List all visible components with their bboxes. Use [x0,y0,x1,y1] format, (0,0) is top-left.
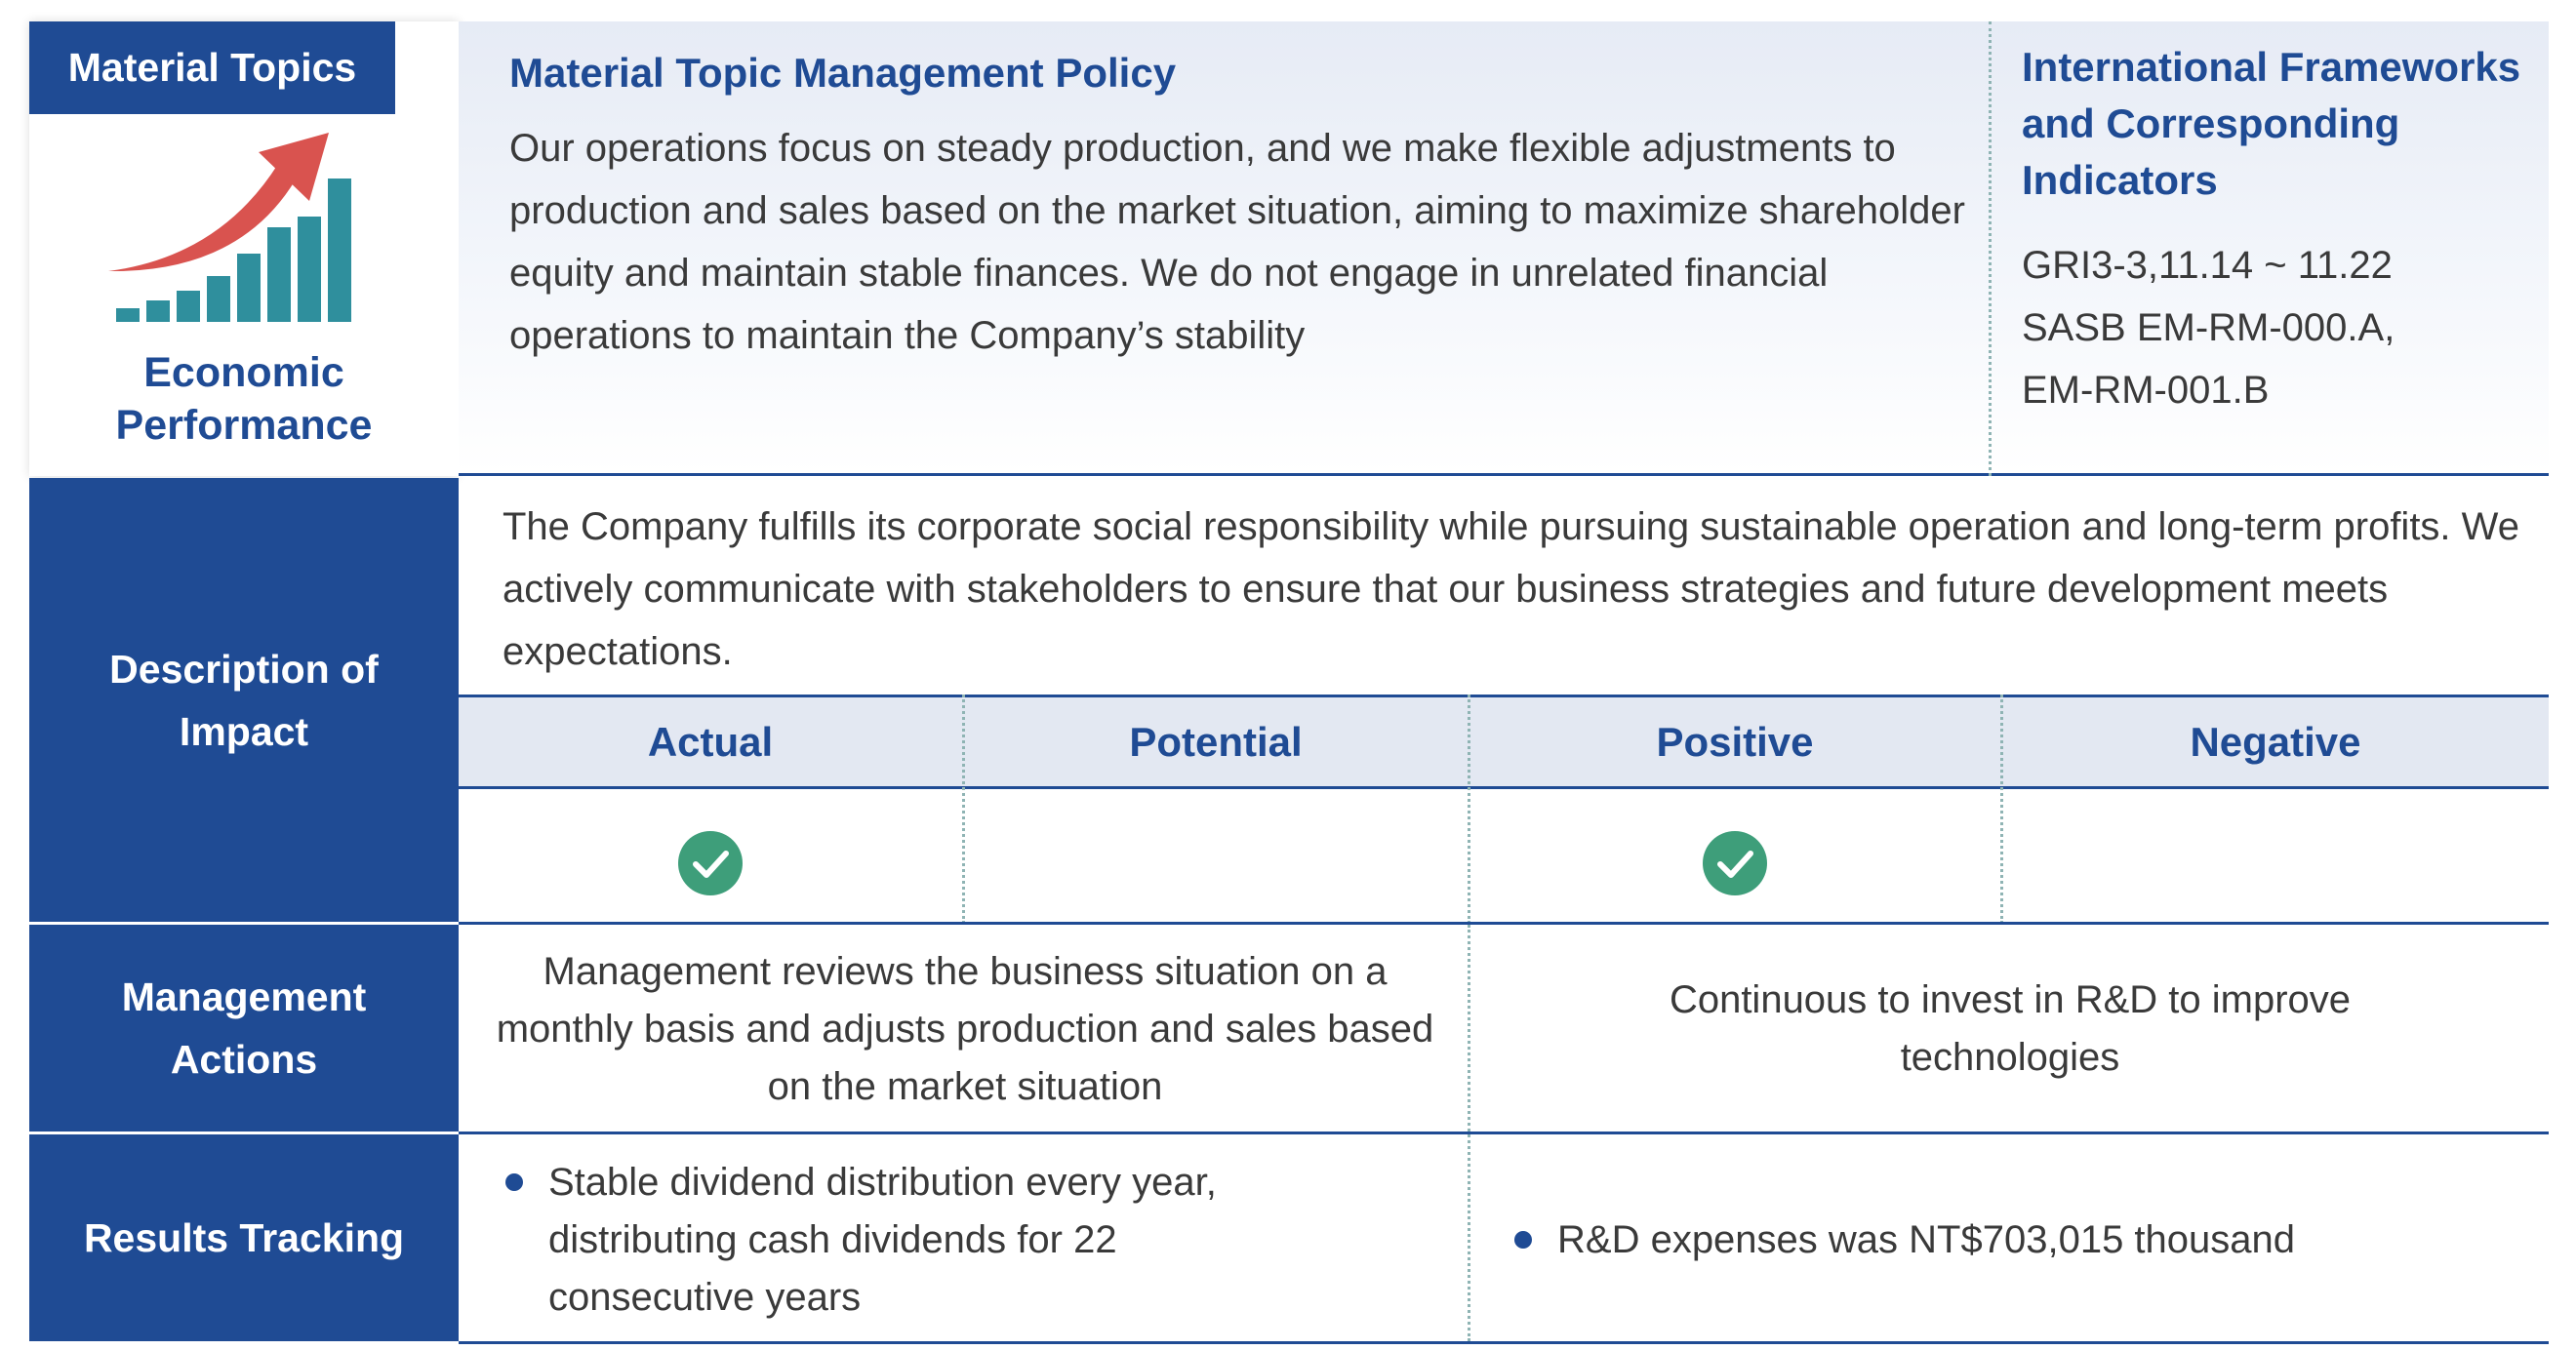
mgmt-action-right [1561,941,2459,1117]
growth-bar-chart-with-arrow-icon [102,125,366,335]
results-tracking-label [29,1134,459,1341]
frameworks-title: International Frameworks and Corresponding Indicators [2022,44,2521,203]
result-left-text: Stable dividend distribution every year, distributing cash dividends for 22 consecutive years [548,1161,1217,1319]
description-of-impact-label [29,478,459,922]
impact-label-text: Description of Impact [109,646,379,754]
mgmt-label-text: Management Actions [121,974,367,1082]
col-actual: Actual [647,718,774,765]
result-item-left [505,1154,1315,1327]
col-positive: Positive [1656,718,1814,765]
topic-name-line1: Economic [143,349,344,396]
indicator-sasb-2: EM-RM-001.B [2022,369,2270,412]
material-topics-header: Material Topics [29,21,395,114]
impact-bottom-border [459,922,2549,925]
bullet-icon [1514,1231,1532,1249]
table-bottom-border [459,1341,2549,1344]
result-right-text: R&D expenses was NT$703,015 thousand [1557,1218,2296,1261]
impact-divider-2 [1468,695,1470,924]
positive-check-icon [1703,831,1767,895]
top-column-divider [1989,21,1992,476]
mgmt-action-right-text: Continuous to invest in R&D to improve technologies [1669,978,2352,1079]
impact-divider-1 [962,695,965,924]
impact-description: The Company fulfills its corporate social responsibility while pursuing sustainable operation and long-term profits. We actively communicate with stakeholders to ensure that our business strategies and future development meets expectations. [503,505,2519,673]
col-negative: Negative [2190,718,2361,765]
mgmt-action-left [488,941,1442,1117]
indicator-gri: GRI3-3,11.14 ~ 11.22 [2022,244,2393,287]
material-topic-name [29,346,459,452]
frameworks-indicators [2022,234,2549,421]
policy-text: Our operations focus on steady production, and we make flexible adjustments to production and sales based on the market situation, aiming to maximize shareholder equity and maintain stable finances. We do not engage in unrelated financial operations to maintain the Company’s stability [509,127,1965,357]
mgmt-action-left-text: Management reviews the business situation on a monthly basis and adjusts production and sales based on the market situation [496,949,1434,1108]
policy-title: Material Topic Management Policy [509,50,1177,96]
management-actions-label [29,925,459,1132]
results-label-text: Results Tracking [83,1215,405,1260]
indicator-sasb-1: SASB EM-RM-000.A, [2022,306,2395,349]
impact-divider-3 [2000,695,2003,924]
col-potential: Potential [1129,718,1303,765]
mgmt-bottom-border [459,1132,2549,1134]
topic-name-line2: Performance [115,402,373,449]
result-item-right [1514,1211,2529,1269]
actual-check-icon [678,831,743,895]
bullet-icon [505,1173,523,1191]
